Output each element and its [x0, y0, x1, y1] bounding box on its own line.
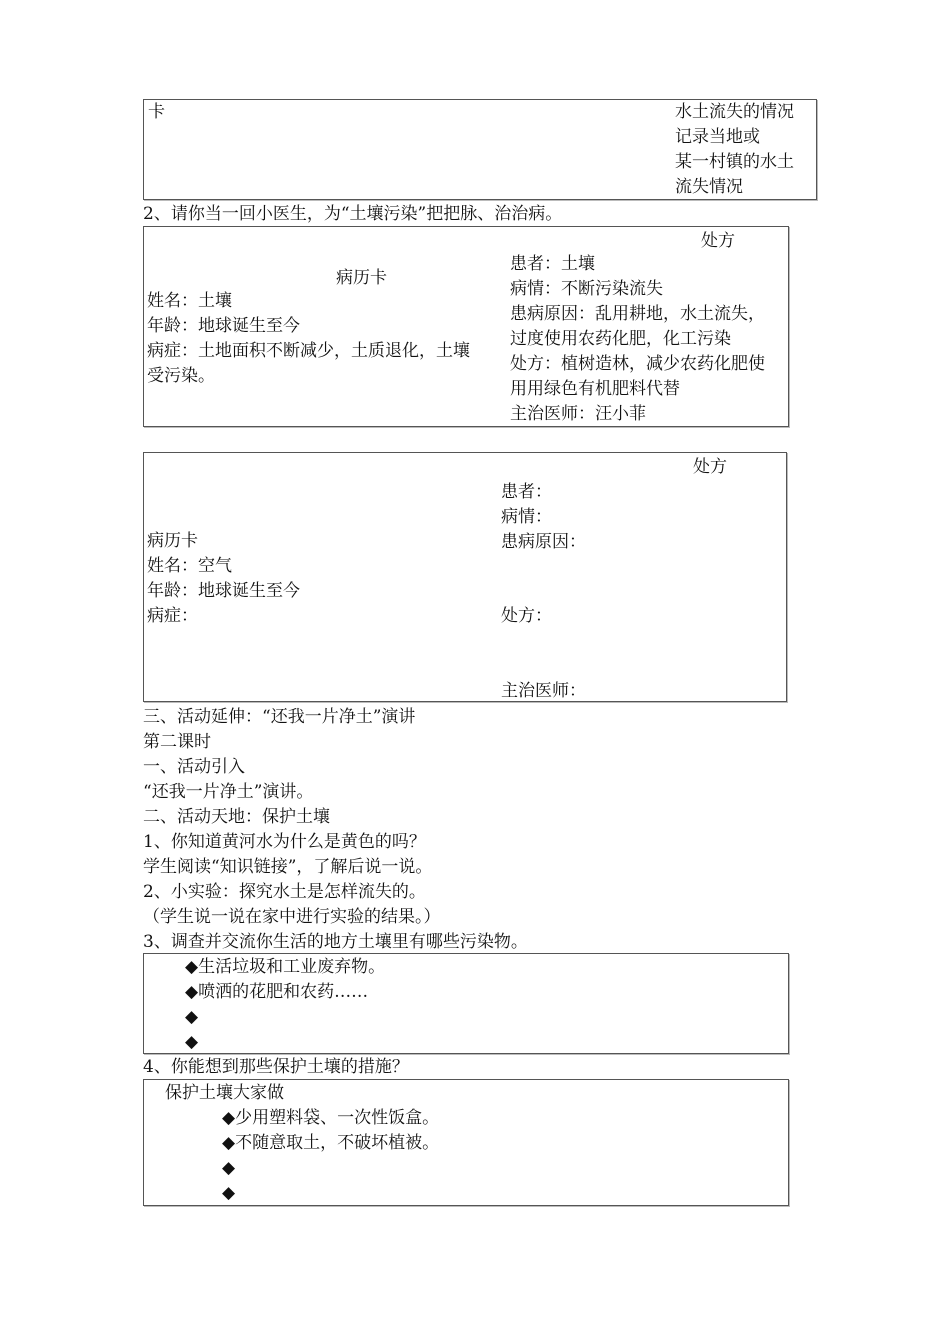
soil-record-line: 病症：土地面积不断减少，土质退化，土壤	[147, 341, 470, 361]
soil-record-title: 病历卡	[336, 268, 387, 288]
air-condition-field: 病情：	[501, 507, 552, 527]
air-cause-field: 患病原因：	[501, 532, 586, 552]
body-line: 三、活动延伸：“还我一片净土”演讲	[143, 707, 416, 727]
table1-right-line: 某一村镇的水土	[675, 152, 794, 172]
soil-prescription-line: 用用绿色有机肥料代替	[510, 379, 680, 399]
pollutant-item: ◆生活垃圾和工业废弃物。	[185, 957, 386, 977]
air-record-line: 病历卡	[147, 531, 198, 551]
body-line: 学生阅读“知识链接”，了解后说一说。	[143, 857, 433, 877]
soil-prescription-line: 病情：不断污染流失	[510, 279, 663, 299]
protect-item: ◆	[222, 1183, 236, 1203]
soil-prescription-line: 过度使用农药化肥，化工污染	[510, 329, 731, 349]
question-4-title: 4、你能想到那些保护土壤的措施？	[143, 1057, 409, 1077]
pollutant-item: ◆	[185, 1032, 199, 1052]
soil-record-left	[147, 289, 470, 389]
body-line: 二、活动天地：保护土壤	[143, 807, 330, 827]
air-prescription-field: 处方：	[501, 606, 552, 626]
body-line: 第二课时	[143, 732, 211, 752]
protect-soil-box	[143, 1079, 789, 1206]
lesson-body	[143, 705, 528, 955]
soil-prescription-right	[510, 252, 765, 427]
soil-prescription-title: 处方	[701, 231, 735, 251]
pollutants-box	[143, 953, 789, 1054]
body-line: 2、小实验：探究水土是怎样流失的。	[143, 882, 426, 902]
body-line: 1、你知道黄河水为什么是黄色的吗？	[143, 832, 426, 852]
air-record-line: 年龄：地球诞生至今	[147, 581, 300, 601]
table1-right-column	[675, 100, 794, 200]
table1-right-line: 水土流失的情况	[675, 102, 794, 122]
table1-right-line: 记录当地或	[675, 127, 760, 147]
soil-record-line: 年龄：地球诞生至今	[147, 316, 300, 336]
soil-prescription-line: 主治医师：汪小菲	[510, 404, 646, 424]
body-line: “还我一片净土”演讲。	[143, 782, 314, 802]
air-doctor-field: 主治医师：	[501, 681, 586, 701]
water-loss-record-table	[143, 99, 817, 200]
soil-prescription-line: 患病原因：乱用耕地，水土流失，	[510, 304, 765, 324]
protect-title: 保护土壤大家做	[165, 1083, 284, 1103]
air-prescription-title: 处方	[693, 457, 727, 477]
air-record-line: 姓名：空气	[147, 556, 232, 576]
air-record-line: 病症：	[147, 606, 198, 626]
protect-list	[222, 1106, 439, 1206]
soil-record-line: 姓名：土壤	[147, 291, 232, 311]
soil-record-line: 受污染。	[147, 366, 215, 386]
body-line: 3、调查并交流你生活的地方土壤里有哪些污染物。	[143, 932, 528, 952]
table1-right-line: 流失情况	[675, 177, 743, 197]
air-patient-field: 患者：	[501, 482, 552, 502]
pollutant-item: ◆喷洒的花肥和农药……	[185, 982, 369, 1002]
pollutant-item: ◆	[185, 1007, 199, 1027]
air-record-left	[147, 529, 300, 629]
soil-prescription-line: 处方：植树造林，减少农药化肥使	[510, 354, 765, 374]
question-2-title: 2、请你当一回小医生，为“土壤污染”把把脉、治治病。	[143, 204, 563, 224]
table1-left-text: 卡	[148, 102, 165, 122]
protect-item: ◆少用塑料袋、一次性饭盒。	[222, 1108, 440, 1128]
body-line: 一、活动引入	[143, 757, 245, 777]
body-line: （学生说一说在家中进行实验的结果。）	[143, 907, 441, 927]
soil-medical-record-table	[143, 226, 789, 427]
pollutants-list	[185, 955, 385, 1055]
air-medical-record-table	[143, 452, 787, 702]
protect-item: ◆不随意取土，不破坏植被。	[222, 1133, 440, 1153]
protect-item: ◆	[222, 1158, 236, 1178]
soil-prescription-line: 患者：土壤	[510, 254, 595, 274]
